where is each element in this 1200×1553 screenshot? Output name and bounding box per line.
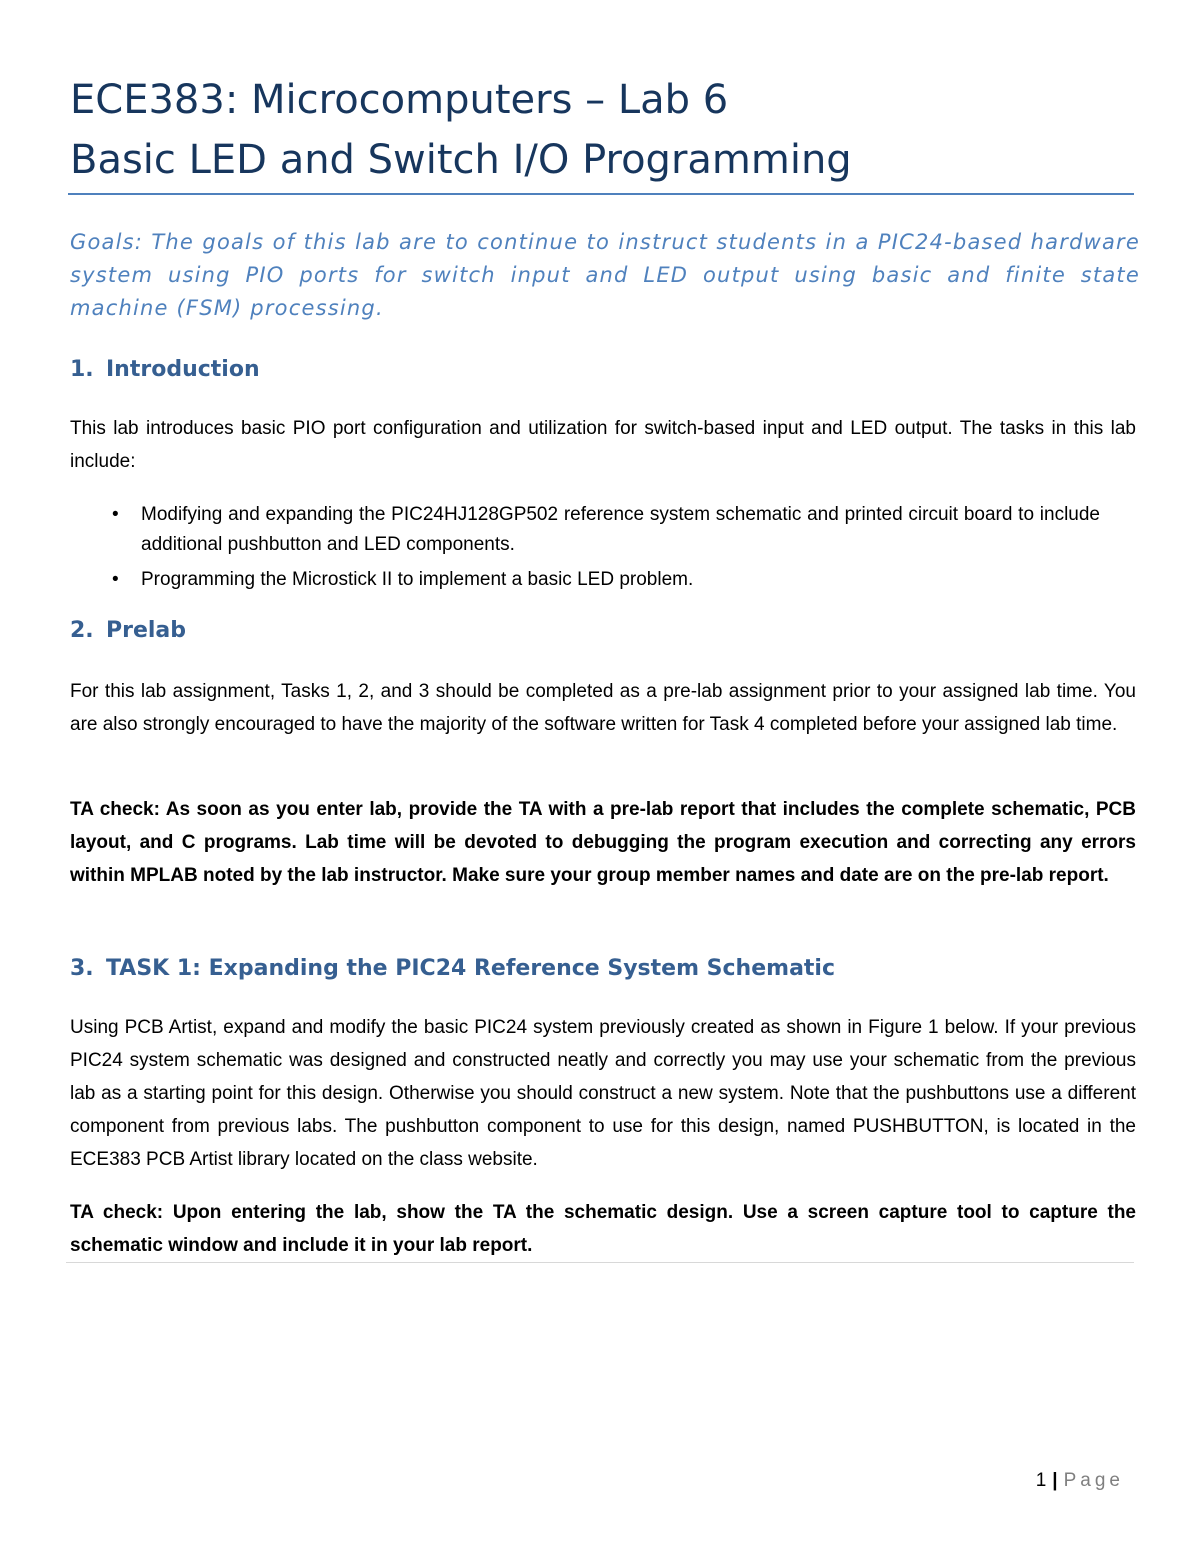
section-title: Prelab (106, 618, 187, 643)
section-title: Introduction (106, 357, 260, 382)
bullet-icon: • (112, 504, 119, 525)
introduction-text: This lab introduces basic PIO port configuration and utilization for switch-based input and LED output. The tasks in this lab include: (70, 418, 1136, 472)
list-item (70, 500, 1100, 560)
page-footer (1036, 1470, 1124, 1492)
section-title: TASK 1: Expanding the PIC24 Reference System Schematic (106, 956, 836, 981)
footer-separator: | (1052, 1470, 1058, 1491)
list-item-text: Modifying and expanding the PIC24HJ128GP502 reference system schematic and printed circuit board to include additional pushbutton and LED components. (141, 504, 1100, 555)
section-heading-introduction (70, 355, 260, 385)
section-number: 3. (70, 956, 94, 981)
task1-ta-check: TA check: Upon entering the lab, show the TA the schematic design. Use a screen capture tool to capture the schematic window and include it in your lab report. (70, 1202, 1136, 1256)
prelab-ta-check: TA check: As soon as you enter lab, provide the TA with a pre-lab report that includes the complete schematic, PCB layout, and C programs. Lab time will be devoted to debugging the program execution and correcting any errors within MPLAB noted by the lab instructor. Make sure your group member names and date are on the pre-lab report. (70, 799, 1136, 886)
title-line-2: Basic LED and Switch I/O Programming (70, 137, 852, 183)
page-label: Page (1063, 1470, 1124, 1491)
document-title (70, 70, 1140, 190)
section-heading-task1 (70, 954, 835, 984)
prelab-text: For this lab assignment, Tasks 1, 2, and 3 should be completed as a pre-lab assignment prior to your assigned lab time. You are also strongly encouraged to have the majority of the software written for Task 4 completed before your assigned lab time. (70, 681, 1136, 735)
page-number: 1 (1035, 1470, 1047, 1491)
task-list (70, 500, 1100, 595)
goals-paragraph: Goals: The goals of this lab are to continue to instruct students in a PIC24-based hardware system using PIO ports for switch input and LED output using basic and finite state machine (FSM) processing. (70, 230, 1140, 320)
title-line-1: ECE383: Microcomputers – Lab 6 (70, 77, 729, 123)
bullet-icon: • (112, 569, 119, 590)
section-divider (66, 1262, 1134, 1263)
task1-text: Using PCB Artist, expand and modify the basic PIC24 system previously created as shown in Figure 1 below. If your previous PIC24 system schematic was designed and constructed neatly and correctly you may use your schematic from the previous lab as a starting point for this design. Otherwise you should construct a new system. Note that the pushbuttons use a different component from previous labs. The pushbutton component to use for this design, named PUSHBUTTON, is located in the ECE383 PCB Artist library located on the class website. (70, 1017, 1136, 1170)
list-item-text: Programming the Microstick II to implement a basic LED problem. (141, 569, 694, 590)
section-number: 1. (70, 357, 94, 382)
section-heading-prelab (70, 616, 186, 646)
section-number: 2. (70, 618, 94, 643)
list-item (70, 565, 1100, 595)
title-underline (68, 193, 1134, 195)
